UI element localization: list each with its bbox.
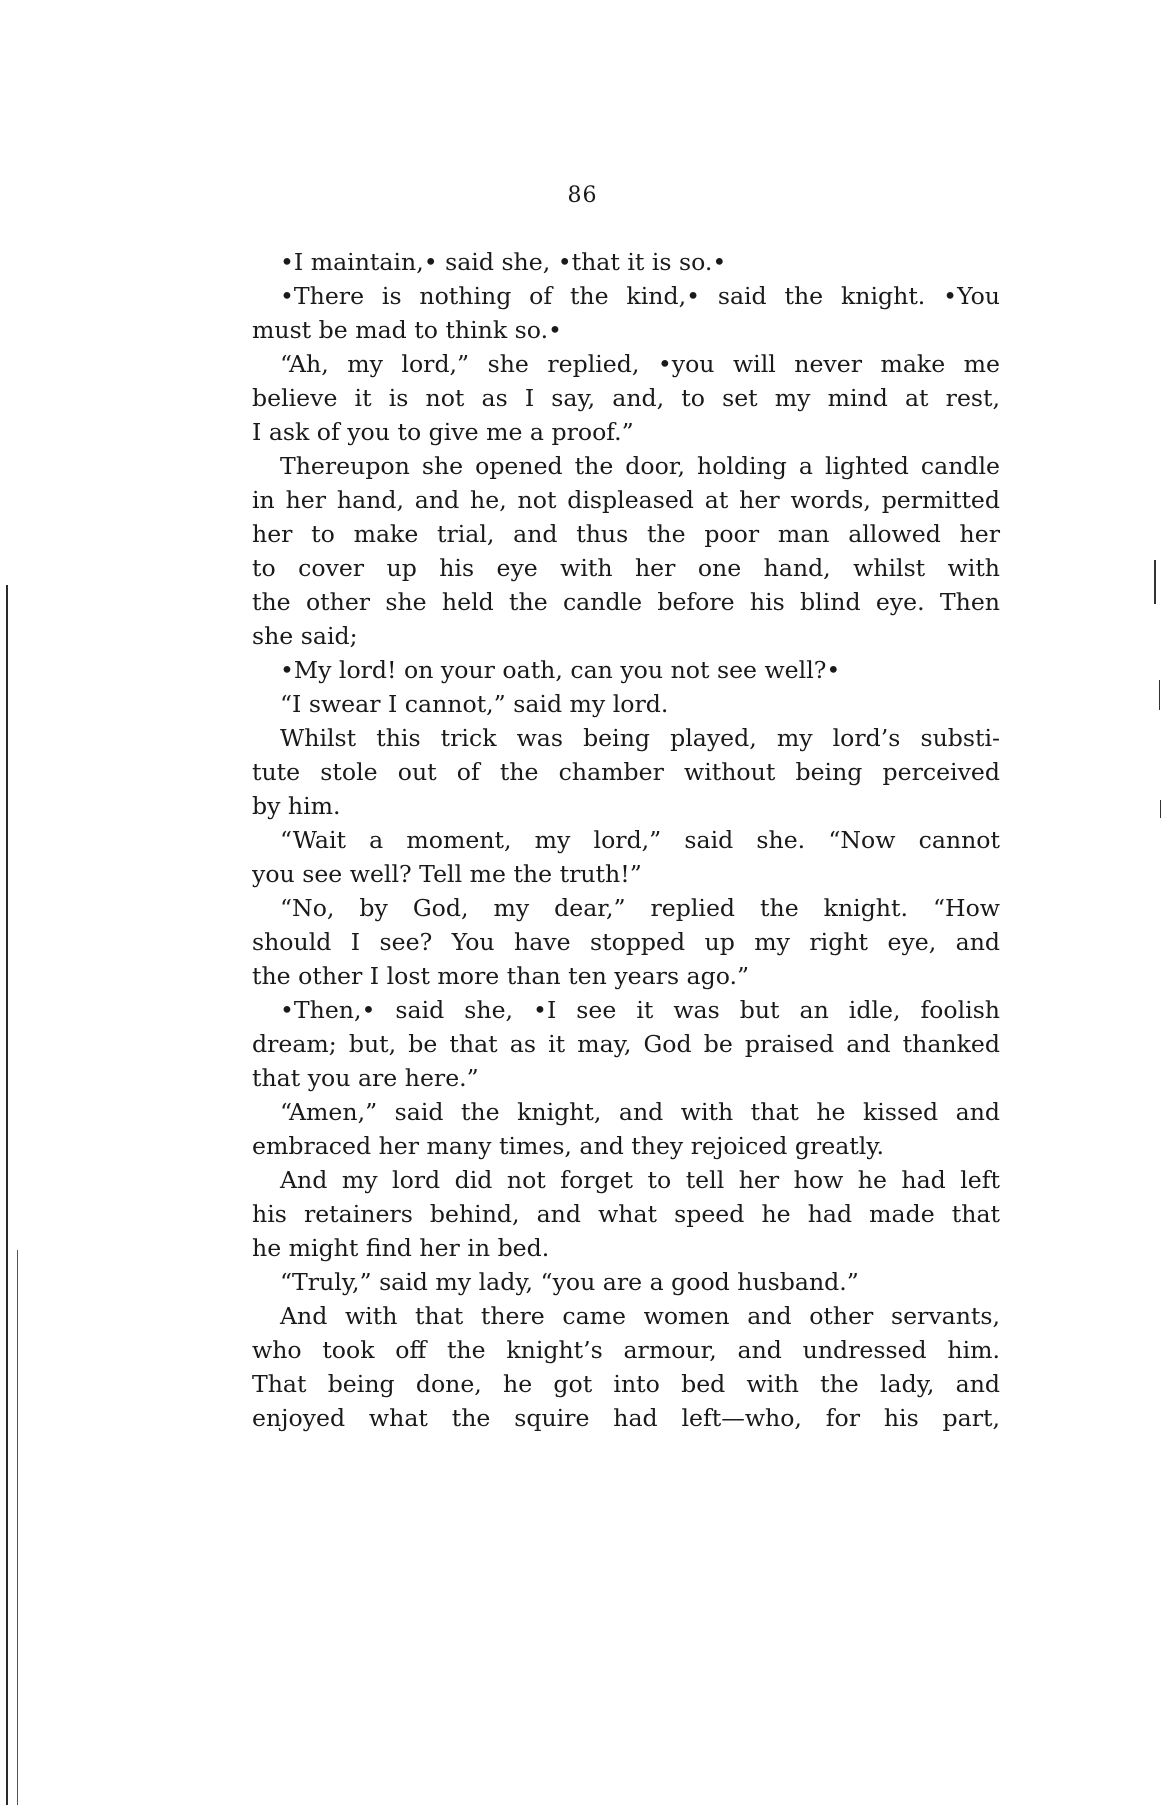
text-line: her to make trial, and thus the poor man allowed her [252,520,1000,548]
text-line: enjoyed what the squire had left—who, for his part, [252,1404,1000,1432]
text-line: the other she held the candle before his blind eye. Then [252,588,1000,616]
text-line: in her hand, and he, not displeased at her words, permitted [252,486,1000,514]
paragraph [252,1163,1000,1265]
text-line: by him. [252,792,341,820]
text-line: that you are here.” [252,1064,479,1092]
paragraph [252,993,1000,1095]
paragraph [252,1299,1000,1435]
text-line: embraced her many times, and they rejoiced greatly. [252,1132,884,1160]
paragraph [252,891,1000,993]
paragraph [252,823,1000,891]
text-line: That being done, he got into bed with the lady, and [252,1370,1000,1398]
scan-margin-mark [1159,680,1160,710]
text-line: And with that there came women and other servants, [280,1302,1000,1330]
text-line: •My lord! on your oath, can you not see well?• [280,656,841,684]
text-line: “Ah, my lord,” she replied, •you will never make me [280,350,1000,378]
text-line: •There is nothing of the kind,• said the knight. •You [280,282,1000,310]
text-line: “No, by God, my dear,” replied the knight. “How [280,894,1000,922]
text-line: “Truly,” said my lady, “you are a good husband.” [280,1268,859,1296]
paragraph [252,1265,1000,1299]
text-line: she said; [252,622,358,650]
text-line: •Then,• said she, •I see it was but an idle, foolish [280,996,1000,1024]
text-line: should I see? You have stopped up my right eye, and [252,928,1000,956]
text-line: the other I lost more than ten years ago.” [252,962,750,990]
text-line: must be mad to think so.• [252,316,562,344]
paragraph [252,1095,1000,1163]
scan-binding-edge [6,585,8,1805]
text-line: to cover up his eye with her one hand, whilst with [252,554,1000,582]
text-line: his retainers behind, and what speed he had made that [252,1200,1000,1228]
text-line: And my lord did not forget to tell her how he had left [280,1166,1000,1194]
text-line: “Wait a moment, my lord,” said she. “Now cannot [280,826,1000,854]
text-line: he might find her in bed. [252,1234,550,1262]
paragraph [252,721,1000,823]
text-line: •I maintain,• said she, •that it is so.• [280,248,727,276]
text-line: “I swear I cannot,” said my lord. [280,690,669,718]
paragraph [252,347,1000,449]
text-line: dream; but, be that as it may, God be praised and thanked [252,1030,1000,1058]
scan-margin-mark [1154,560,1156,604]
paragraph [252,279,1000,347]
text-line: I ask of you to give me a proof.” [252,418,634,446]
text-line: who took off the knight’s armour, and undressed him. [252,1336,1000,1364]
paragraph [252,449,1000,653]
text-line: you see well? Tell me the truth!” [252,860,642,888]
text-line: tute stole out of the chamber without being perceived [252,758,1000,786]
scan-margin-mark [1160,800,1161,818]
text-line: Whilst this trick was being played, my lord’s substi- [280,724,1000,752]
page-number: 86 [567,183,598,208]
text-line: Thereupon she opened the door, holding a lighted candle [280,452,1000,480]
scan-binding-edge-inner [17,1250,18,1805]
paragraph [252,653,1000,687]
paragraph [252,245,1000,279]
paragraph [252,687,1000,721]
text-line: “Amen,” said the knight, and with that he kissed and [280,1098,1000,1126]
text-line: believe it is not as I say, and, to set my mind at rest, [252,384,1000,412]
body-text [252,245,1000,1435]
